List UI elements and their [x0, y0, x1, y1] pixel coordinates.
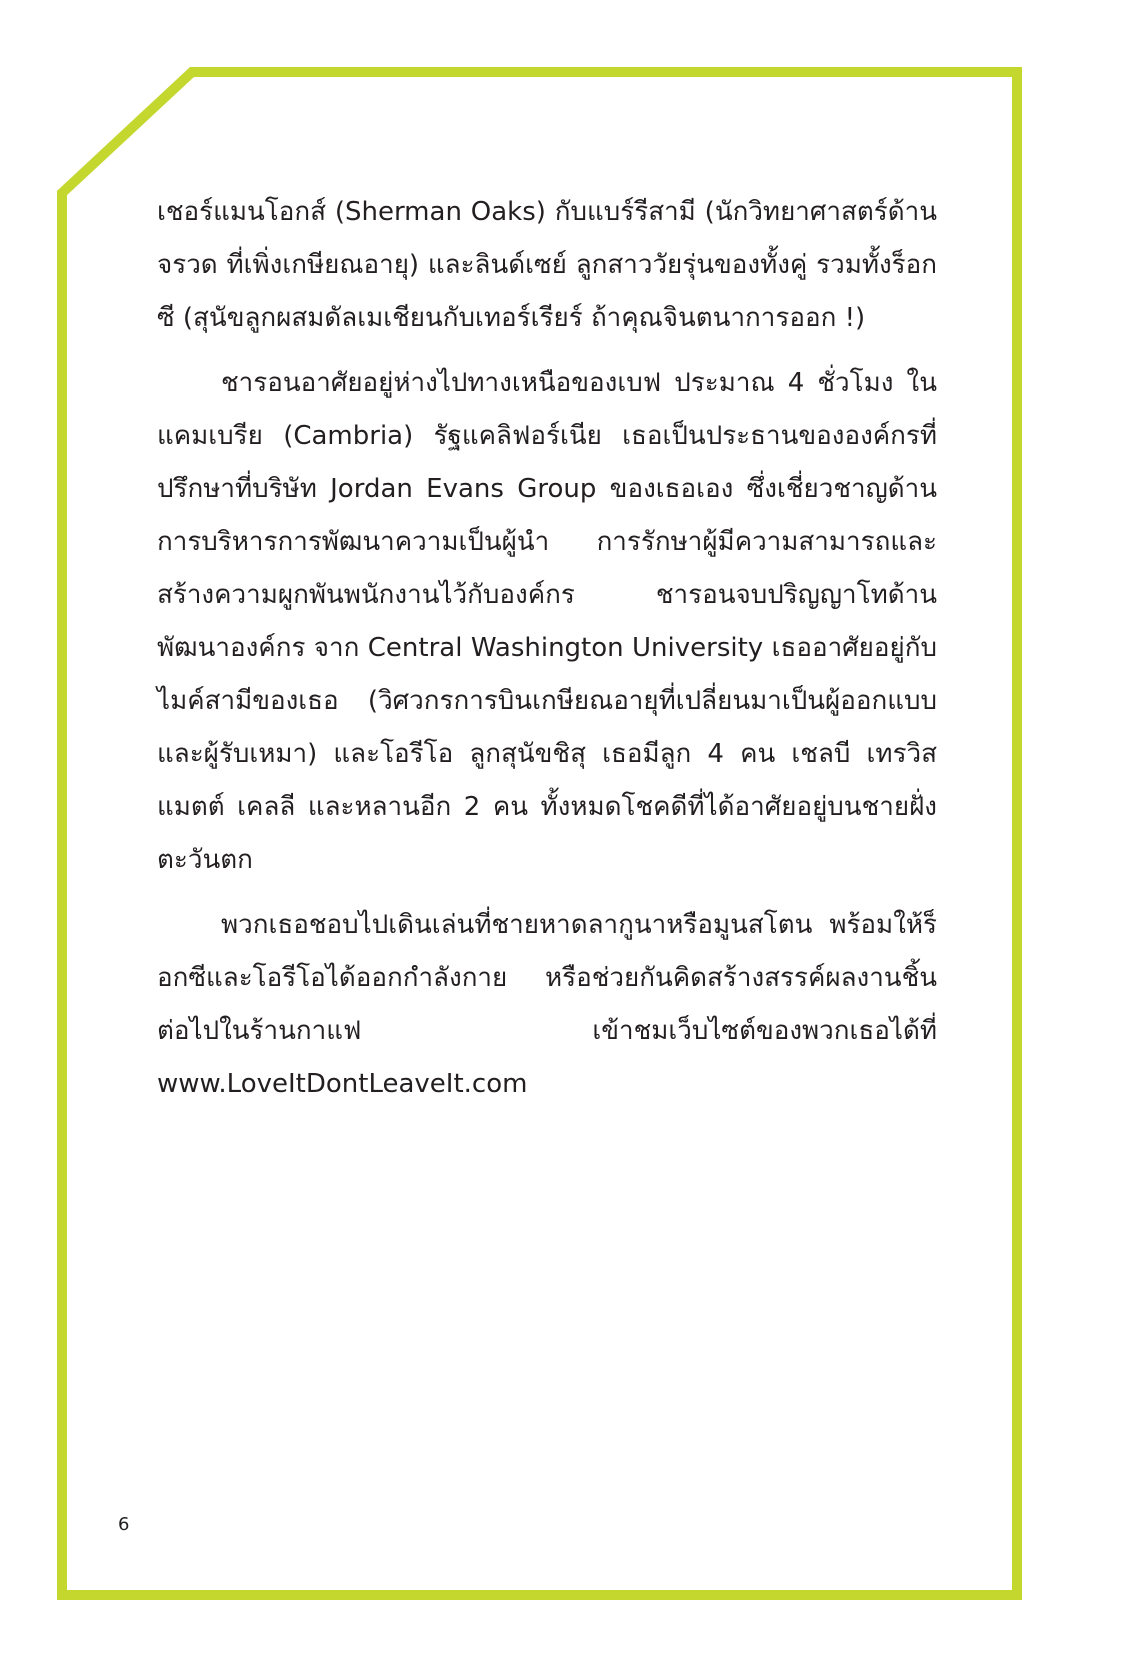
page-number: 6: [118, 1514, 130, 1535]
paragraph-family-intro: เชอร์แมนโอกส์ (Sherman Oaks) กับแบร์รีสามี (นักวิทยาศาสตร์ด้านจรวด ที่เพิ่งเกษียณอายุ) และลินด์เซย์ ลูกสาววัยรุ่นของทั้งคู่ รวมทั้งร็อกซี (สุนัขลูกผสมดัลเมเชียนกับเทอร์เรียร์ ถ้าคุณจินตนาการออก !): [157, 197, 937, 333]
paragraph-sharon-bio: ชารอนอาศัยอยู่ห่างไปทางเหนือของเบฟ ประมาณ 4 ชั่วโมง ในแคมเบรีย (Cambria) รัฐแคลิฟอร์เนีย เธอเป็นประธานขององค์กรที่ปรึกษาที่บริษัท Jordan Evans Group ของเธอเอง ซึ่งเชี่ยวชาญด้านการบริหารการพัฒนาความเป็นผู้นำ การรักษาผู้มีความสามารถและสร้างความผูกพันพนักงานไว้กับองค์กร ชารอนจบปริญญาโทด้านพัฒนาองค์กร จาก Central Washington University เธออาศัยอยู่กับไมค์สามีของเธอ (วิศวกรการบินเกษียณอายุที่เปลี่ยนมาเป็นผู้ออกแบบและผู้รับเหมา) และโอรีโอ ลูกสุนัขชิสุ เธอมีลูก 4 คน เชลบี เทรวิส แมตต์ เคลลี และหลานอีก 2 คน ทั้งหมดโชคดีที่ได้อาศัยอยู่บนชายฝั่งตะวันตก: [157, 368, 937, 875]
paragraph-hobbies-website: พวกเธอชอบไปเดินเล่นที่ชายหาดลากูนาหรือมูนสโตน พร้อมให้ร็อกซีและโอรีโอได้ออกกำลังกาย หรือช่วยกันคิดสร้างสรรค์ผลงานชิ้นต่อไปในร้านกาแฟ เข้าชมเว็บไซต์ของพวกเธอได้ที่ www.LoveItDontLeaveIt.com: [157, 910, 937, 1099]
body-text: [157, 186, 937, 1123]
